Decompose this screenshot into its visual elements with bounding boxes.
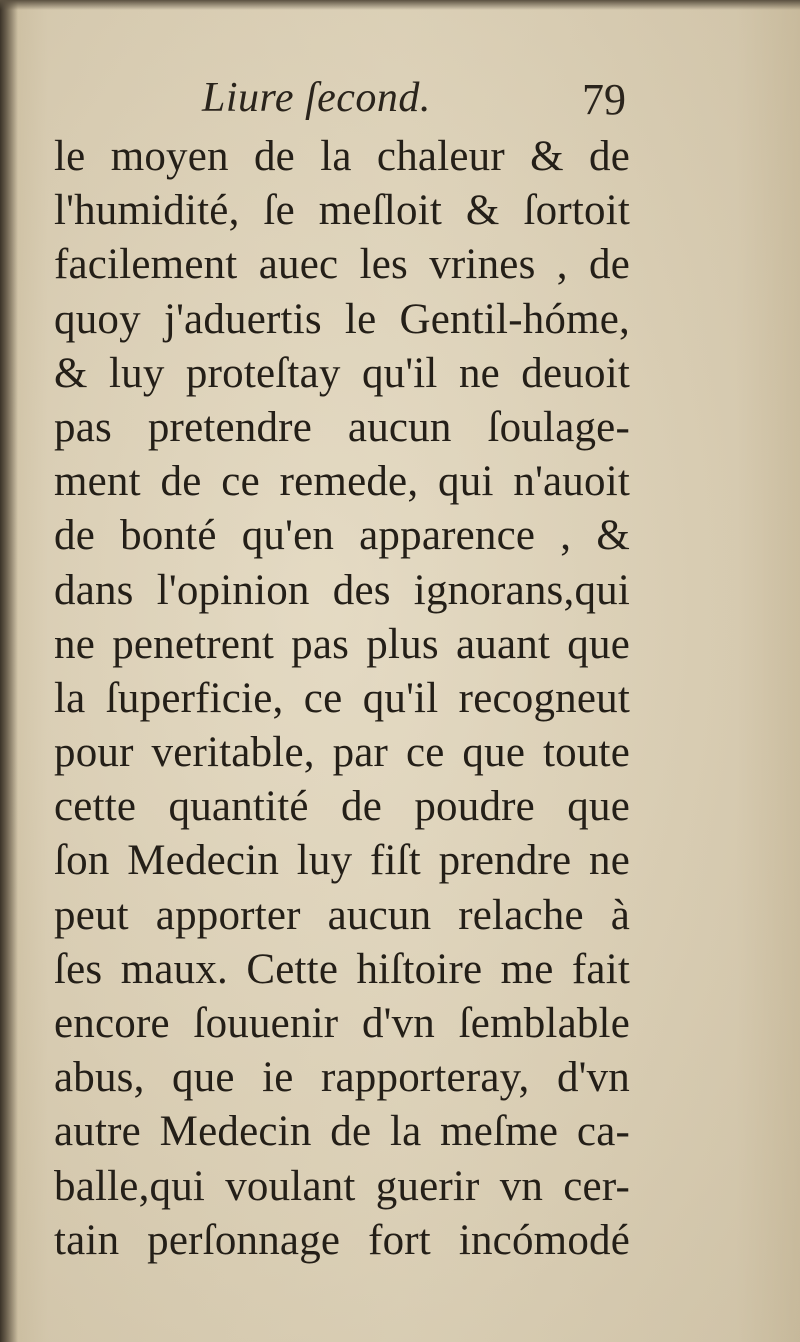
running-head-title: Liure ſecond. bbox=[202, 75, 431, 121]
page-top-edge bbox=[0, 0, 800, 10]
text-line: tain perſonnage fort incómodé bbox=[54, 1216, 630, 1264]
page-number: 79 bbox=[582, 75, 626, 124]
text-line: la ſuperficie, ce qu'il recogneut bbox=[54, 674, 630, 722]
body-text bbox=[54, 130, 630, 1268]
text-line: autre Medecin de la meſme ca- bbox=[54, 1108, 630, 1156]
text-line: de bonté qu'en apparence , & bbox=[54, 512, 630, 560]
text-line: pour veritable, par ce que toute bbox=[54, 729, 630, 777]
text-line: dans l'opinion des ignorans,qui bbox=[54, 566, 630, 614]
text-line: cette quantité de poudre que bbox=[54, 783, 630, 831]
running-head bbox=[54, 70, 630, 132]
text-line: pas pretendre aucun ſoulage- bbox=[54, 403, 630, 451]
text-line: ſon Medecin luy fiſt prendre ne bbox=[54, 837, 630, 885]
text-line: ſes maux. Cette hiſtoire me fait bbox=[54, 945, 630, 993]
text-line: facilement auec les vrines , de bbox=[54, 241, 630, 289]
text-line: & luy proteſtay qu'il ne deuoit bbox=[54, 349, 630, 397]
text-line: peut apporter aucun relache à bbox=[54, 891, 630, 939]
text-line: le moyen de la chaleur & de bbox=[54, 133, 630, 180]
text-line: balle,qui voulant guerir vn cer- bbox=[54, 1162, 630, 1210]
text-line: quoy j'aduertis le Gentil-hóme, bbox=[54, 295, 630, 343]
spine-shadow bbox=[0, 0, 18, 1342]
text-line: abus, que ie rapporteray, d'vn bbox=[54, 1054, 630, 1102]
text-line: encore ſouuenir d'vn ſemblable bbox=[54, 1000, 630, 1047]
text-line: ne penetrent pas plus auant que bbox=[54, 620, 630, 668]
text-line: ment de ce remede, qui n'auoit bbox=[54, 458, 630, 506]
text-line: l'humidité, ſe meſloit & ſortoit bbox=[54, 187, 630, 235]
